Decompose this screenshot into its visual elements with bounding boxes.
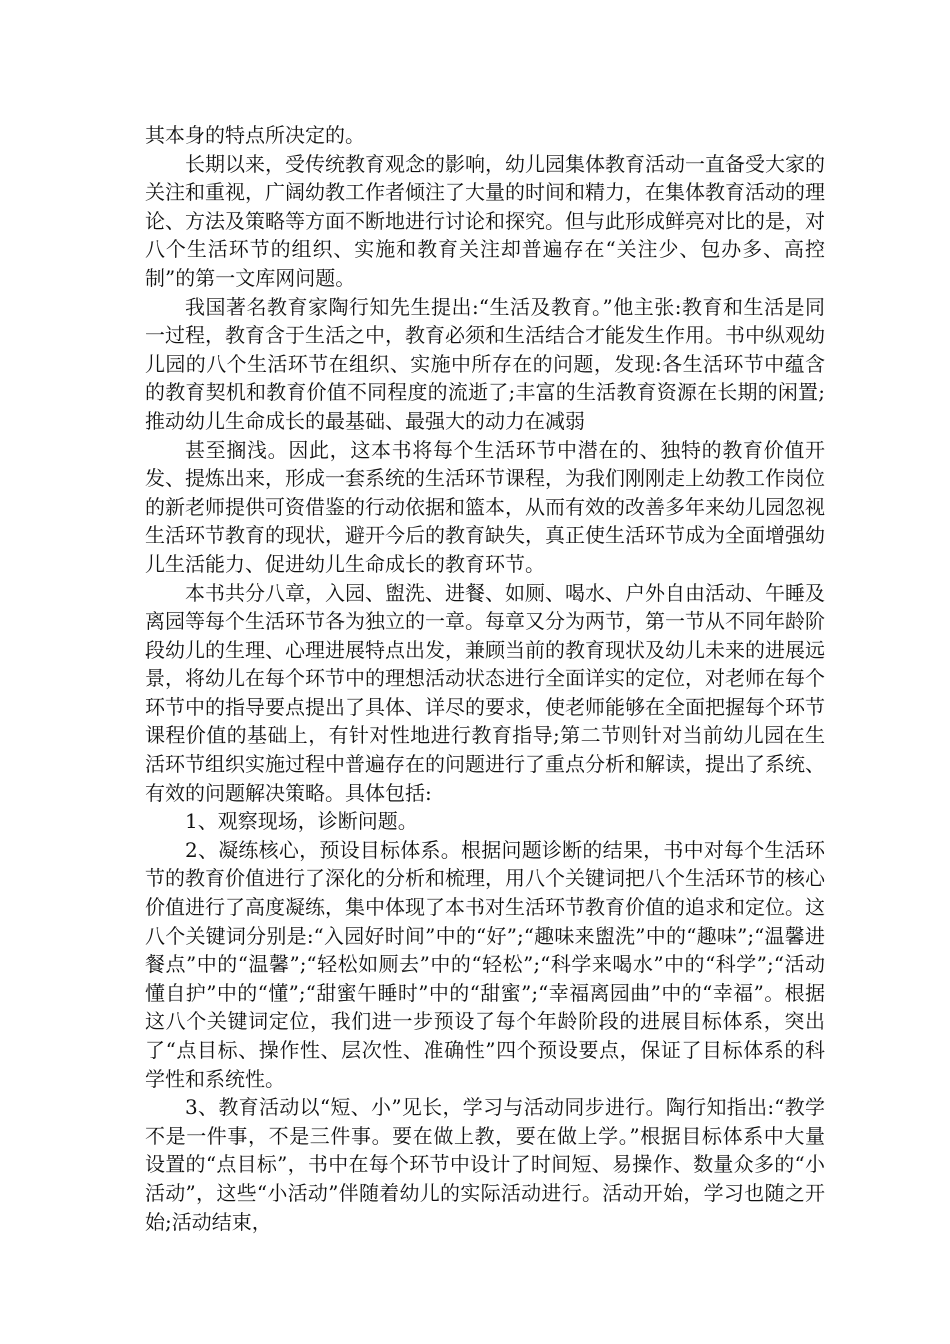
paragraph-item-1: 1、观察现场，诊断问题。 xyxy=(185,809,418,834)
paragraph-collective-education: 长期以来，受传统教育观念的影响，幼儿园集体教育活动一直备受大家的关注和重视，广阔幼教工作者倾注了大量的时间和精力，在集体教育活动的理论、方法及策略等方面不断地进行讨论和探究。但与此形成鲜亮对比的是，对八个生活环节的组织、实施和教育关注却普遍存在“关注少、包办多、高控制”的第一文库网问题。 xyxy=(145,151,825,290)
paragraph-curriculum-value: 甚至搁浅。因此，这本书将每个生活环节中潜在的、独特的教育价值开发、提炼出来，形成一套系统的生活环节课程，为我们刚刚走上幼教工作岗位的新老师提供可资借鉴的行动依据和篮本，从而有效的改善多年来幼儿园忽视生活环节教育的现状，避开今后的教育缺失，真正使生活环节成为全面增强幼儿生活能力、促进幼儿生命成长的教育环节。 xyxy=(145,437,825,576)
paragraph-continuation: 其本身的特点所决定的。 xyxy=(145,123,365,147)
paragraph-book-structure: 本书共分八章，入园、盥洗、进餐、如厕、喝水、户外自由活动、午睡及离园等每个生活环节各为独立的一章。每章又分为两节，第一节从不同年龄阶段幼儿的生理、心理进展特点出发，兼顾当前的教育现状及幼儿未来的进展远景，将幼儿在每个环节中的理想活动状态进行全面详实的定位，对老师在每个环节中的指导要点提出了具体、详尽的要求，使老师能够在全面把握每个环节课程价值的基础上，有针对性地进行教育指导;第二节则针对当前幼儿园在生活环节组织实施过程中普遍存在的问题进行了重点分析和解读，提出了系统、有效的问题解决策略。具体包括: xyxy=(145,580,825,805)
paragraph-tao-xingzhi: 我国著名教育家陶行知先生提出:“生活及教育。”他主张:教育和生活是同一过程，教育含于生活之中，教育必须和生活结合才能发生作用。书中纵观幼儿园的八个生活环节在组织、实施中所存在的问题，发现:各生活环节中蕴含的教育契机和教育价值不同程度的流逝了;丰富的生活教育资源在长期的闲置;推动幼儿生命成长的最基础、最强大的动力在减弱 xyxy=(145,294,825,433)
document-body xyxy=(145,121,825,1236)
paragraph-item-3: 3、教育活动以“短、小”见长，学习与活动同步进行。陶行知指出:“教学不是一件事，不是三件事。要在做上教，要在做上学。”根据目标体系中大量设置的“点目标”，书中在每个环节中设计了时间短、易操作、数量众多的“小活动”，这些“小活动”伴随着幼儿的实际活动进行。活动开始，学习也随之开始;活动结束， xyxy=(145,1095,825,1234)
paragraph-item-2: 2、凝练核心，预设目标体系。根据问题诊断的结果，书中对每个生活环节的教育价值进行了深化的分析和梳理，用八个关键词把八个生活环节的核心价值进行了高度凝练，集中体现了本书对生活环节教育价值的追求和定位。这八个关键词分别是:“入园好时间”中的“好”;“趣味来盥洗”中的“趣味”;“温馨进餐点”中的“温馨”;“轻松如厕去”中的“轻松”;“科学来喝水”中的“科学”;“活动懂自护”中的“懂”;“甜蜜午睡时”中的“甜蜜”;“幸福离园曲”中的“幸福”。根据这八个关键词定位，我们进一步预设了每个年龄阶段的进展目标体系，突出了“点目标、操作性、层次性、准确性”四个预设要点，保证了目标体系的科学性和系统性。 xyxy=(145,837,825,1091)
